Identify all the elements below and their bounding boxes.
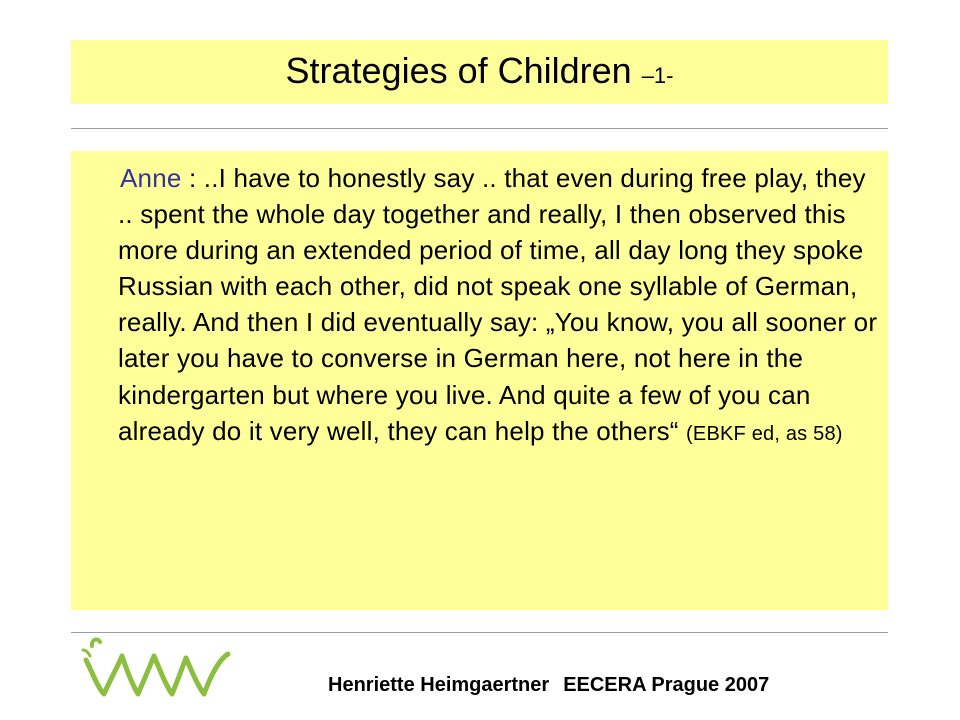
slide-number: –1- <box>641 63 674 88</box>
quote-paragraph <box>118 160 880 452</box>
quote-citation: (EBKF ed, as 58) <box>686 422 843 445</box>
top-divider <box>71 128 888 129</box>
slide-title <box>71 40 888 98</box>
footer-event: EECERA Prague 2007 <box>563 674 770 696</box>
slide-title-text: Strategies of Children <box>285 50 642 91</box>
vvw-logo-icon <box>78 630 238 710</box>
title-banner <box>71 40 888 104</box>
quote-panel <box>71 151 888 610</box>
footer-credit <box>328 674 769 697</box>
quote-text: : ..I have to honestly say .. that even during free play, they .. spent the whole day together and really, I then observed this more during an extended period of time, all day long they spoke Russian with each other, did not speak one syllable of German, really. And then I did eventually say: „You know, you all sooner or later you have to converse in German here, not here in the kindergarten but where you live. And quite a few of you can already do it very well, they can help the others“ <box>118 163 878 446</box>
footer-author: Henriette Heimgaertner <box>328 674 550 696</box>
speaker-name: Anne <box>120 163 182 193</box>
